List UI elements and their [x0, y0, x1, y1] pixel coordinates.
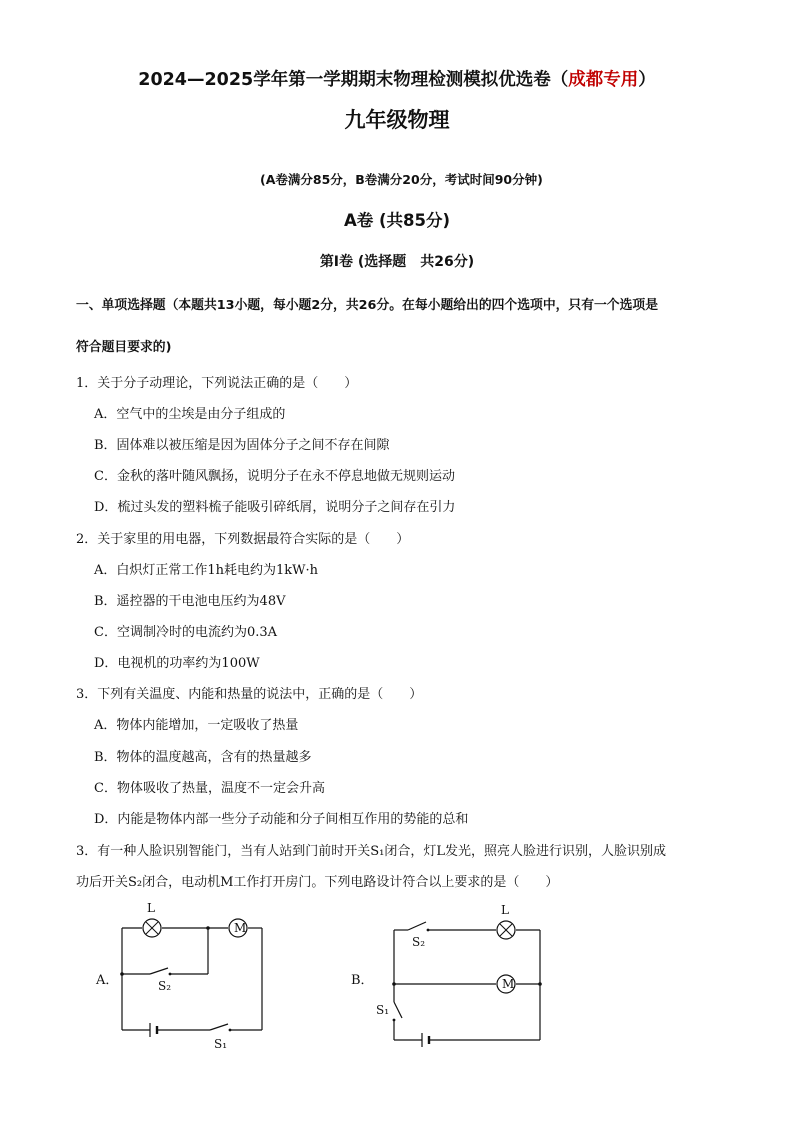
score-note: (A卷满分85分，B卷满分20分，考试时间90分钟) — [260, 172, 543, 187]
question-1-option-b: B．固体难以被压缩是因为固体分子之间不存在间隙 — [94, 438, 390, 453]
question-3-option-c: C．物体吸收了热量，温度不一定会升高 — [94, 781, 325, 796]
switch-s2-label: S₂ — [412, 935, 426, 949]
question-2-option-c: C．空调制冷时的电流约为0.3A — [94, 625, 278, 640]
instructions-line2: 符合题目要求的) — [76, 340, 172, 355]
question-1-option-d: D．梳过头发的塑料梳子能吸引碎纸屑，说明分子之间存在引力 — [94, 500, 456, 515]
instructions-line1: 一、单项选择题（本题共13小题，每小题2分，共26分。在每小题给出的四个选项中，只有一个选项是 — [76, 298, 658, 313]
question-4-line1: 3．有一种人脸识别智能门，当有人站到门前时开关S₁闭合，灯L发光，照亮人脸进行识别，人脸识别成 — [76, 844, 667, 859]
switch-s1-label: S₁ — [214, 1037, 228, 1051]
junction-dot — [120, 972, 124, 976]
title-main: 2024—2025学年第一学期期末物理检测模拟优选卷（ — [138, 70, 569, 90]
switch-contact — [169, 973, 172, 976]
question-3-option-d: D．内能是物体内部一些分子动能和分子间相互作用的势能的总和 — [94, 812, 469, 827]
switch-contact — [393, 1019, 396, 1022]
question-3-option-b: B．物体的温度越高，含有的热量越多 — [94, 750, 312, 765]
title-region: 成都专用 — [568, 70, 639, 90]
question-2-option-a: A．白炽灯正常工作1h耗电约为1kW·h — [94, 563, 319, 578]
question-1-option-c: C．金秋的落叶随风飘扬，说明分子在永不停息地做无规则运动 — [94, 469, 455, 484]
lamp-label: L — [501, 903, 509, 917]
question-4-line2: 功后开关S₂闭合，电动机M工作打开房门。下列电路设计符合以上要求的是（ ） — [76, 875, 559, 890]
question-1-stem: 1．关于分子动理论，下列说法正确的是（ ） — [76, 376, 358, 391]
question-2-option-d: D．电视机的功率约为100W — [94, 656, 260, 671]
question-3-stem: 3．下列有关温度、内能和热量的说法中，正确的是（ ） — [76, 687, 423, 702]
lamp-icon — [143, 919, 161, 937]
switch-contact — [427, 929, 430, 932]
lamp-label: L — [147, 901, 155, 915]
section-title: A卷 (共85分) — [343, 211, 451, 230]
switch-contact — [229, 1029, 232, 1032]
junction-dot — [538, 982, 542, 986]
circuit-a-label: A． — [96, 973, 119, 988]
switch-s1-label: S₁ — [376, 1003, 390, 1017]
junction-dot — [206, 926, 210, 930]
battery-icon — [150, 1023, 157, 1037]
lamp-icon — [497, 921, 515, 939]
exam-subtitle: 九年级物理 — [344, 108, 450, 132]
question-2-stem: 2．关于家里的用电器，下列数据最符合实际的是（ ） — [76, 532, 410, 547]
switch-s2-label: S₂ — [158, 979, 172, 993]
junction-dot — [392, 982, 396, 986]
battery-icon — [422, 1033, 429, 1047]
circuit-a-diagram — [110, 898, 280, 1056]
question-3-option-a: A．物体内能增加，一定吸收了热量 — [94, 718, 299, 733]
title-end: ） — [638, 70, 656, 90]
part-title: 第Ⅰ卷 (选择题 共26分) — [319, 254, 475, 270]
motor-label: M — [234, 921, 247, 935]
exam-title — [0, 66, 794, 91]
question-1-option-a: A．空气中的尘埃是由分子组成的 — [94, 407, 286, 422]
circuit-b-diagram — [370, 898, 550, 1056]
motor-label: M — [502, 977, 515, 991]
question-2-option-b: B．遥控器的干电池电压约为48V — [94, 594, 286, 609]
circuit-b-label: B． — [351, 973, 374, 988]
